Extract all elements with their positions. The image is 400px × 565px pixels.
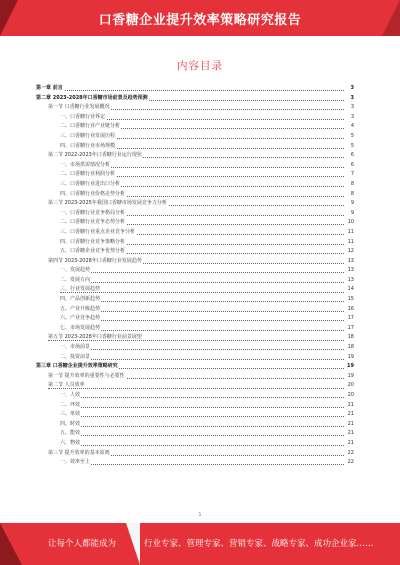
toc-entry-label: 七、市场发展趋势: [60, 324, 101, 331]
toc-entry-label: 第三节 2023-2025年我国口香糖市场发展竞争力分析: [48, 200, 167, 207]
toc-entry[interactable]: [36, 449, 354, 459]
toc-entry[interactable]: [36, 122, 354, 132]
toc-leader-dots: [60, 397, 344, 398]
toc-entry-label: 六、产业竞争趋势: [60, 315, 101, 322]
toc-entry[interactable]: [36, 190, 354, 200]
toc-entry-page: 6: [350, 151, 354, 161]
toc-entry[interactable]: [36, 257, 354, 267]
toc-entry-label: 六、物效: [60, 439, 81, 446]
toc-entry[interactable]: [36, 305, 354, 315]
toc-leader-dots: [36, 90, 344, 91]
toc-entry-page: 22: [347, 449, 354, 459]
toc-entry-page: 13: [347, 257, 354, 267]
toc-entry-label: 第五节 2023-2028年口香糖行业前景展望: [48, 334, 142, 341]
toc-entry-page: 14: [347, 285, 354, 295]
toc-leader-dots: [48, 388, 344, 389]
toc-entry[interactable]: [36, 343, 354, 353]
toc-entry[interactable]: [36, 113, 354, 123]
footer-accent: [0, 523, 22, 565]
toc-entry-label: 第二章 2023-2028年口香糖市场前景及趋势预测: [36, 94, 148, 101]
toc-entry-label: 一、发展趋势: [60, 267, 91, 274]
toc-leader-dots: [60, 272, 344, 273]
toc-entry[interactable]: [36, 372, 354, 382]
toc-entry-page: 9: [350, 209, 354, 219]
toc-leader-dots: [60, 349, 344, 350]
toc-entry-label: 一、口香糖行业竞争格局分析: [60, 209, 126, 216]
toc-entry[interactable]: [36, 420, 354, 430]
toc-entry-page: 5: [350, 132, 354, 142]
page-number: 1: [198, 512, 202, 518]
toc-entry-page: 10: [347, 218, 354, 228]
toc-entry-page: 8: [350, 180, 354, 190]
toc-entry[interactable]: [36, 180, 354, 190]
toc-entry-page: 18: [347, 343, 354, 353]
toc-entry-label: 第三节 提升效率的基本原则: [48, 449, 110, 456]
toc-entry-page: 21: [347, 420, 354, 430]
toc-entry[interactable]: [36, 84, 354, 94]
toc-entry-label: 三、口香糖行业发展历程: [60, 132, 116, 139]
toc-entry-label: 四、产品创新趋势: [60, 296, 101, 303]
toc-entry[interactable]: [36, 458, 354, 468]
toc-leader-dots: [60, 407, 344, 408]
toc-entry-label: 三、单效: [60, 411, 81, 418]
toc-entry-label: 第三章 口香糖企业提升效率策略研究: [36, 363, 118, 370]
toc-entry-page: 9: [350, 199, 354, 209]
toc-entry-label: 第二节 2022-2023年口香糖行业运行现状: [48, 152, 142, 159]
toc-leader-dots: [60, 359, 344, 360]
toc-entry-page: 21: [347, 439, 354, 449]
toc-entry-page: 11: [347, 228, 354, 238]
toc-entry-label: 二、口香糖行业竞争态势分析: [60, 219, 126, 226]
toc-leader-dots: [60, 311, 344, 312]
toc-entry-page: 16: [347, 305, 354, 315]
toc-entry-page: 13: [347, 276, 354, 286]
toc-leader-dots: [60, 435, 344, 436]
toc-entry-page: 20: [347, 391, 354, 401]
toc-entry-page: 21: [347, 410, 354, 420]
toc-entry-page: 7: [350, 170, 354, 180]
toc-entry-label: 四、时效: [60, 420, 81, 427]
toc-entry-label: 五、能效: [60, 430, 81, 437]
toc-entry[interactable]: [36, 333, 354, 343]
toc-entry-label: 第一节 口香糖行业发展概况: [48, 104, 110, 111]
toc-entry[interactable]: [36, 439, 354, 449]
toc-entry-label: 一、效率至上: [60, 459, 91, 466]
footer-slogan: 让每个人都能成为: [48, 539, 117, 549]
toc-entry[interactable]: [36, 401, 354, 411]
toc-entry[interactable]: [36, 142, 354, 152]
toc-entry-page: 19: [347, 353, 354, 363]
toc-entry-page: 21: [347, 401, 354, 411]
toc-entry-page: 21: [347, 429, 354, 439]
toc-entry[interactable]: [36, 247, 354, 257]
toc-entry[interactable]: [36, 410, 354, 420]
toc-entry[interactable]: [36, 209, 354, 219]
toc-entry[interactable]: [36, 285, 354, 295]
header-band: [0, 0, 400, 36]
toc-entry-page: 17: [347, 324, 354, 334]
toc-entry-page: 13: [347, 266, 354, 276]
toc-entry-page: 3: [350, 94, 354, 104]
toc-entry-page: 19: [347, 372, 354, 382]
toc-entry-label: 二、坪效: [60, 401, 81, 408]
toc-entry-page: 11: [347, 238, 354, 248]
toc-entry[interactable]: [36, 295, 354, 305]
toc-entry-page: 22: [347, 458, 354, 468]
toc-entry-page: 3: [350, 103, 354, 113]
footer-band: [0, 523, 400, 565]
toc-entry[interactable]: [36, 362, 354, 372]
footer-divider: [126, 523, 140, 565]
toc-entry-page: 17: [347, 314, 354, 324]
toc-entry-label: 四、口香糖行业市场规模: [60, 142, 116, 149]
toc-entry-page: 12: [347, 247, 354, 257]
toc-entry[interactable]: [36, 199, 354, 209]
toc-entry-label: 四、口香糖行业竞争策略分析: [60, 238, 126, 245]
toc-entry-label: 二、投资前景: [60, 353, 91, 360]
toc-entry-page: 4: [350, 122, 354, 132]
toc-entry[interactable]: [36, 429, 354, 439]
toc-entry-label: 第一章 前言: [36, 85, 63, 91]
toc-entry-page: 3: [350, 113, 354, 123]
toc-leader-dots: [60, 330, 344, 331]
toc-entry-label: 一、人效: [60, 392, 81, 398]
toc-entry-page: 18: [347, 333, 354, 343]
toc-entry[interactable]: [36, 103, 354, 113]
toc-entry[interactable]: [36, 151, 354, 161]
toc-entry-label: 二、发展方向: [60, 276, 91, 283]
toc-entry[interactable]: [36, 266, 354, 276]
toc-leader-dots: [60, 416, 344, 417]
toc-entry[interactable]: [36, 132, 354, 142]
toc-entry-label: 三、口香糖行业重点企业竞争分析: [60, 228, 136, 235]
toc-entry[interactable]: [36, 314, 354, 324]
toc-entry-label: 三、口香糖行业进出口分析: [60, 180, 121, 187]
toc-entry-page: 15: [347, 295, 354, 305]
toc-entry-label: 二、口香糖行业产业链分析: [60, 123, 121, 130]
toc-entry[interactable]: [36, 381, 354, 391]
toc-entry-label: 第二节 人员效率: [48, 382, 85, 389]
toc-entry-page: 6: [350, 161, 354, 171]
toc-entry-page: 20: [347, 381, 354, 391]
toc-leader-dots: [60, 301, 344, 302]
footer-tagline: 行业专家、管理专家、营销专家、战略专家、成功企业家……: [144, 539, 374, 549]
toc-entry-label: 一、口香糖行业界定: [60, 113, 106, 120]
toc-entry-page: 5: [350, 142, 354, 152]
toc-entry[interactable]: [36, 276, 354, 286]
toc-entry-label: 五、产业升级趋势: [60, 305, 101, 312]
document-title: 口香糖企业提升效率策略研究报告: [98, 13, 302, 28]
toc-entry[interactable]: [36, 324, 354, 334]
toc-entry-label: 四、口香糖行业价格走势分析: [60, 190, 126, 197]
toc-entry-label: 三、行业发展趋势: [60, 286, 101, 293]
toc-entry[interactable]: [36, 161, 354, 171]
toc-entry[interactable]: [36, 238, 354, 248]
toc-entry-label: 二、口香糖行业利润分析: [60, 171, 116, 178]
toc-leader-dots: [60, 292, 344, 293]
toc-entry[interactable]: [36, 228, 354, 238]
toc-entry[interactable]: [36, 170, 354, 180]
toc-entry[interactable]: [36, 391, 354, 401]
toc-entry[interactable]: [36, 94, 354, 104]
toc-entry-label: 五、口香糖企业竞争优势分析: [60, 248, 126, 255]
toc-leader-dots: [60, 320, 344, 321]
toc-entry-label: 一、市场前景: [60, 344, 91, 351]
toc-leader-dots: [60, 426, 344, 427]
toc-entry-label: 第四节 2023-2028年口香糖行业发展趋势: [48, 257, 142, 264]
toc-heading: 内容目录: [177, 60, 223, 72]
toc-entry[interactable]: [36, 218, 354, 228]
toc-entry-page: 3: [350, 84, 354, 94]
table-of-contents: [36, 84, 354, 468]
toc-entry-page: 8: [350, 190, 354, 200]
toc-leader-dots: [60, 445, 344, 446]
toc-leader-dots: [60, 282, 344, 283]
toc-entry-label: 第一节 提升效率的重要性与必要性: [48, 372, 125, 379]
toc-entry-label: 一、市场供需情况分析: [60, 161, 111, 168]
toc-entry[interactable]: [36, 353, 354, 363]
toc-entry-page: 19: [346, 362, 354, 372]
toc-leader-dots: [60, 464, 344, 465]
